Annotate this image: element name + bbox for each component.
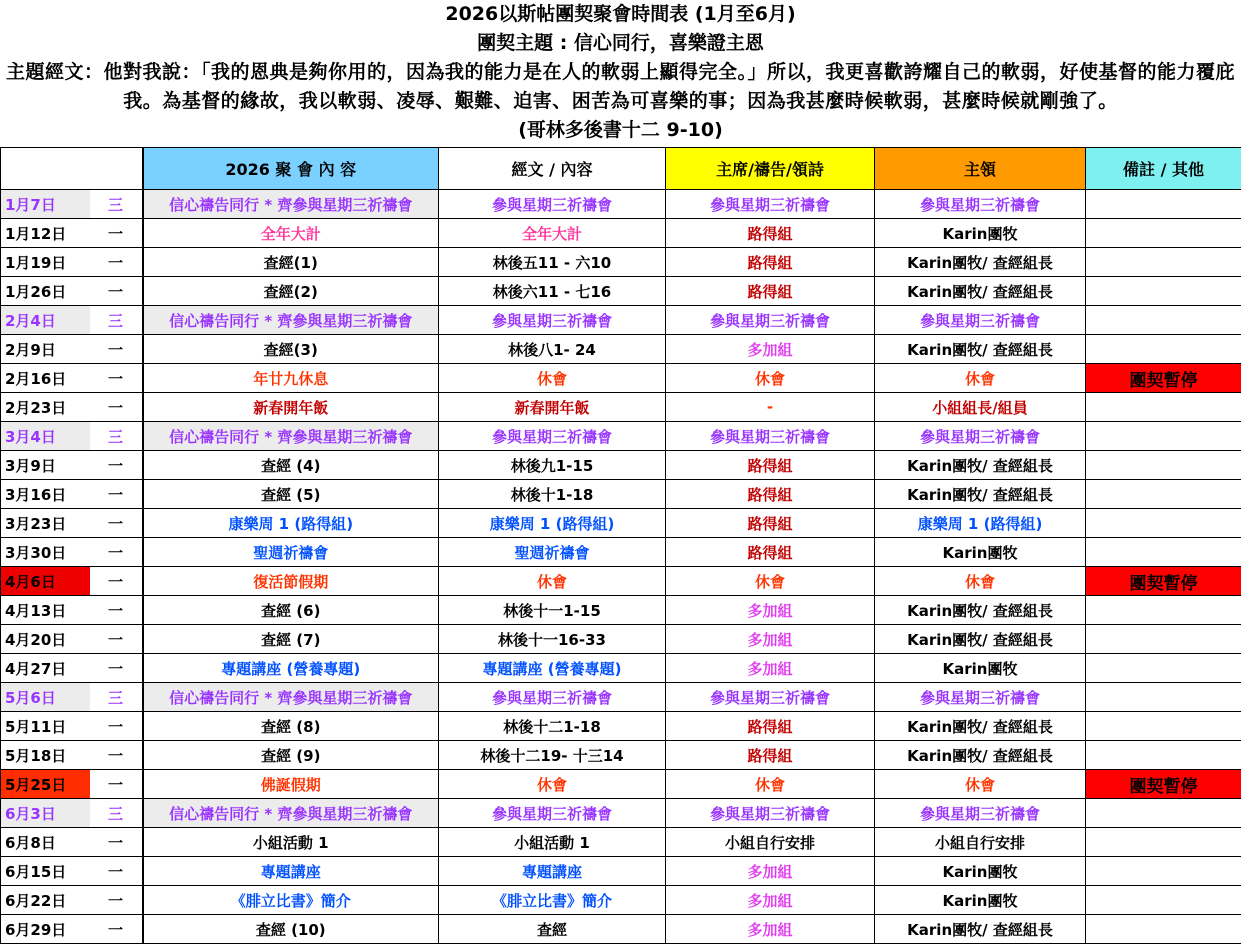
cell-content: 查經(3) xyxy=(143,335,439,364)
cell-chair: 多加組 xyxy=(666,654,875,683)
cell-date: 6月15日 xyxy=(1,857,90,886)
cell-date: 3月23日 xyxy=(1,509,90,538)
cell-day: 一 xyxy=(90,596,143,625)
cell-chair: 休會 xyxy=(666,567,875,596)
header-scripture: 經文 / 內容 xyxy=(439,148,666,190)
cell-day: 一 xyxy=(90,915,143,944)
cell-scripture: 專題講座 xyxy=(439,857,666,886)
schedule-row xyxy=(1,509,1241,538)
schedule-row xyxy=(1,480,1241,509)
header-day xyxy=(90,148,143,190)
cell-chair: 多加組 xyxy=(666,915,875,944)
schedule-row xyxy=(1,219,1241,248)
cell-scripture: 參與星期三祈禱會 xyxy=(439,306,666,335)
header-chair: 主席/禱告/領詩 xyxy=(666,148,875,190)
cell-content: 信心禱告同行 * 齊參與星期三祈禱會 xyxy=(143,683,439,712)
cell-speaker: 參與星期三祈禱會 xyxy=(875,683,1086,712)
cell-note xyxy=(1086,538,1241,567)
cell-date: 1月7日 xyxy=(1,190,90,219)
verse-reference: (哥林多後書十二 9-10) xyxy=(518,119,723,141)
cell-date: 2月16日 xyxy=(1,364,90,393)
cell-speaker: 休會 xyxy=(875,567,1086,596)
cell-date: 4月13日 xyxy=(1,596,90,625)
cell-date: 6月8日 xyxy=(1,828,90,857)
cell-chair: 休會 xyxy=(666,770,875,799)
schedule-row xyxy=(1,277,1241,306)
cell-chair: 參與星期三祈禱會 xyxy=(666,683,875,712)
cell-note xyxy=(1086,857,1241,886)
cell-speaker: Karin團牧/ 查經組長 xyxy=(875,596,1086,625)
cell-content: 聖週祈禱會 xyxy=(143,538,439,567)
cell-chair: 路得組 xyxy=(666,741,875,770)
cell-content: 《腓立比書》簡介 xyxy=(143,886,439,915)
cell-chair: 多加組 xyxy=(666,335,875,364)
header-notes: 備註 / 其他 xyxy=(1086,148,1241,190)
cell-content: 查經 (5) xyxy=(143,480,439,509)
cell-chair: 路得組 xyxy=(666,277,875,306)
cell-speaker: Karin團牧 xyxy=(875,857,1086,886)
schedule-row xyxy=(1,886,1241,915)
cell-scripture: 專題講座 (營養專題) xyxy=(439,654,666,683)
cell-chair: 參與星期三祈禱會 xyxy=(666,422,875,451)
schedule-row xyxy=(1,364,1241,393)
cell-day: 一 xyxy=(90,335,143,364)
cell-note xyxy=(1086,393,1241,422)
schedule-row xyxy=(1,712,1241,741)
cell-note xyxy=(1086,248,1241,277)
cell-day: 一 xyxy=(90,393,143,422)
cell-day: 一 xyxy=(90,625,143,654)
cell-speaker: Karin團牧/ 查經組長 xyxy=(875,451,1086,480)
cell-note xyxy=(1086,886,1241,915)
cell-scripture: 休會 xyxy=(439,364,666,393)
schedule-row xyxy=(1,828,1241,857)
cell-speaker: Karin團牧/ 查經組長 xyxy=(875,741,1086,770)
cell-scripture: 聖週祈禱會 xyxy=(439,538,666,567)
cell-date: 2月9日 xyxy=(1,335,90,364)
cell-note xyxy=(1086,596,1241,625)
cell-speaker: Karin團牧/ 查經組長 xyxy=(875,248,1086,277)
theme-verse: 主題經文：他對我說：「我的恩典是夠你用的，因為我的能力是在人的軟弱上顯得完全。」所以，我更喜歡誇耀自己的軟弱，好使基督的能力覆庇我。為基督的緣故，我以軟弱、凌辱、艱難、迫害、困苦為可喜樂的事；因為我甚麼時候軟弱，甚麼時候就剛強了。 xyxy=(6,61,1236,112)
cell-chair: 小組自行安排 xyxy=(666,828,875,857)
cell-note xyxy=(1086,306,1241,335)
cell-day: 三 xyxy=(90,799,143,828)
cell-scripture: 林後十1-18 xyxy=(439,480,666,509)
cell-chair: 路得組 xyxy=(666,219,875,248)
cell-content: 查經 (10) xyxy=(143,915,439,944)
cell-note xyxy=(1086,625,1241,654)
cell-day: 一 xyxy=(90,886,143,915)
header-date xyxy=(1,148,90,190)
cell-day: 三 xyxy=(90,422,143,451)
cell-speaker: Karin團牧/ 查經組長 xyxy=(875,712,1086,741)
cell-chair: 參與星期三祈禱會 xyxy=(666,306,875,335)
cell-speaker: 參與星期三祈禱會 xyxy=(875,306,1086,335)
schedule-row xyxy=(1,770,1241,799)
cell-scripture: 參與星期三祈禱會 xyxy=(439,799,666,828)
schedule-row xyxy=(1,422,1241,451)
schedule-row xyxy=(1,915,1241,944)
cell-day: 一 xyxy=(90,538,143,567)
cell-chair: 路得組 xyxy=(666,509,875,538)
cell-day: 一 xyxy=(90,654,143,683)
schedule-row xyxy=(1,248,1241,277)
cell-chair: 路得組 xyxy=(666,451,875,480)
cell-chair: 多加組 xyxy=(666,596,875,625)
cell-day: 一 xyxy=(90,770,143,799)
cell-date: 6月22日 xyxy=(1,886,90,915)
cell-day: 一 xyxy=(90,364,143,393)
cell-scripture: 參與星期三祈禱會 xyxy=(439,683,666,712)
cell-note xyxy=(1086,219,1241,248)
schedule-row xyxy=(1,538,1241,567)
cell-content: 全年大計 xyxy=(143,219,439,248)
cell-day: 一 xyxy=(90,828,143,857)
cell-date: 1月12日 xyxy=(1,219,90,248)
cell-scripture: 參與星期三祈禱會 xyxy=(439,190,666,219)
cell-content: 查經 (9) xyxy=(143,741,439,770)
cell-chair: 多加組 xyxy=(666,625,875,654)
schedule-row xyxy=(1,190,1241,219)
cell-date: 6月29日 xyxy=(1,915,90,944)
cell-scripture: 全年大計 xyxy=(439,219,666,248)
cell-content: 查經 (4) xyxy=(143,451,439,480)
cell-chair: 路得組 xyxy=(666,538,875,567)
cell-scripture: 休會 xyxy=(439,567,666,596)
cell-scripture: 康樂周 1 (路得組) xyxy=(439,509,666,538)
cell-chair: 參與星期三祈禱會 xyxy=(666,799,875,828)
cell-note: 團契暫停 xyxy=(1086,770,1241,799)
schedule-row xyxy=(1,741,1241,770)
cell-day: 一 xyxy=(90,277,143,306)
cell-content: 新春開年飯 xyxy=(143,393,439,422)
cell-speaker: 休會 xyxy=(875,364,1086,393)
schedule-row xyxy=(1,654,1241,683)
cell-date: 5月25日 xyxy=(1,770,90,799)
cell-note xyxy=(1086,654,1241,683)
cell-date: 5月6日 xyxy=(1,683,90,712)
cell-speaker: Karin團牧/ 查經組長 xyxy=(875,480,1086,509)
cell-content: 信心禱告同行 * 齊參與星期三祈禱會 xyxy=(143,422,439,451)
schedule-row xyxy=(1,306,1241,335)
cell-date: 5月18日 xyxy=(1,741,90,770)
cell-date: 2月23日 xyxy=(1,393,90,422)
cell-scripture: 參與星期三祈禱會 xyxy=(439,422,666,451)
schedule-row xyxy=(1,335,1241,364)
cell-scripture: 林後九1-15 xyxy=(439,451,666,480)
cell-chair: 路得組 xyxy=(666,248,875,277)
cell-note xyxy=(1086,277,1241,306)
cell-content: 康樂周 1 (路得組) xyxy=(143,509,439,538)
cell-date: 3月9日 xyxy=(1,451,90,480)
cell-content: 復活節假期 xyxy=(143,567,439,596)
cell-speaker: Karin團牧/ 查經組長 xyxy=(875,335,1086,364)
schedule-row xyxy=(1,567,1241,596)
cell-scripture: 林後十二1-18 xyxy=(439,712,666,741)
cell-date: 5月11日 xyxy=(1,712,90,741)
cell-chair: 多加組 xyxy=(666,886,875,915)
cell-content: 專題講座 xyxy=(143,857,439,886)
cell-date: 4月20日 xyxy=(1,625,90,654)
cell-note: 團契暫停 xyxy=(1086,364,1241,393)
schedule-row xyxy=(1,857,1241,886)
schedule-row xyxy=(1,799,1241,828)
cell-content: 專題講座 (營養專題) xyxy=(143,654,439,683)
schedule-header xyxy=(0,0,1241,145)
cell-content: 小組活動 1 xyxy=(143,828,439,857)
cell-day: 一 xyxy=(90,219,143,248)
cell-date: 3月30日 xyxy=(1,538,90,567)
cell-date: 4月6日 xyxy=(1,567,90,596)
cell-note xyxy=(1086,799,1241,828)
header-content: 2026 聚 會 內 容 xyxy=(143,148,439,190)
cell-note: 團契暫停 xyxy=(1086,567,1241,596)
cell-chair: 休會 xyxy=(666,364,875,393)
schedule-row xyxy=(1,393,1241,422)
cell-note xyxy=(1086,509,1241,538)
cell-speaker: Karin團牧 xyxy=(875,886,1086,915)
cell-scripture: 林後十二19- 十三14 xyxy=(439,741,666,770)
cell-note xyxy=(1086,335,1241,364)
schedule-row xyxy=(1,625,1241,654)
cell-scripture: 小組活動 1 xyxy=(439,828,666,857)
cell-scripture: 查經 xyxy=(439,915,666,944)
cell-note xyxy=(1086,741,1241,770)
cell-date: 3月16日 xyxy=(1,480,90,509)
cell-scripture: 林後八1- 24 xyxy=(439,335,666,364)
cell-speaker: 小組組長/組員 xyxy=(875,393,1086,422)
cell-scripture: 林後十一16-33 xyxy=(439,625,666,654)
cell-date: 6月3日 xyxy=(1,799,90,828)
cell-speaker: 參與星期三祈禱會 xyxy=(875,799,1086,828)
fellowship-theme: 團契主題 : 信心同行，喜樂證主恩 xyxy=(477,32,764,54)
cell-day: 一 xyxy=(90,509,143,538)
cell-scripture: 林後六11 - 七16 xyxy=(439,277,666,306)
cell-note xyxy=(1086,422,1241,451)
cell-chair: 參與星期三祈禱會 xyxy=(666,190,875,219)
cell-speaker: Karin團牧 xyxy=(875,654,1086,683)
cell-day: 一 xyxy=(90,480,143,509)
cell-scripture: 新春開年飯 xyxy=(439,393,666,422)
schedule-table xyxy=(0,147,1241,944)
cell-chair: 多加組 xyxy=(666,857,875,886)
cell-day: 一 xyxy=(90,451,143,480)
cell-day: 三 xyxy=(90,683,143,712)
table-header-row xyxy=(1,148,1241,190)
schedule-row xyxy=(1,596,1241,625)
cell-day: 一 xyxy=(90,712,143,741)
cell-date: 4月27日 xyxy=(1,654,90,683)
cell-content: 信心禱告同行 * 齊參與星期三祈禱會 xyxy=(143,799,439,828)
cell-scripture: 林後五11 - 六10 xyxy=(439,248,666,277)
cell-day: 一 xyxy=(90,857,143,886)
cell-date: 2月4日 xyxy=(1,306,90,335)
cell-note xyxy=(1086,828,1241,857)
cell-speaker: Karin團牧/ 查經組長 xyxy=(875,277,1086,306)
cell-note xyxy=(1086,712,1241,741)
cell-speaker: 康樂周 1 (路得組) xyxy=(875,509,1086,538)
cell-scripture: 《腓立比書》簡介 xyxy=(439,886,666,915)
schedule-row xyxy=(1,683,1241,712)
cell-speaker: 小組自行安排 xyxy=(875,828,1086,857)
cell-content: 查經(2) xyxy=(143,277,439,306)
cell-content: 查經(1) xyxy=(143,248,439,277)
cell-date: 1月26日 xyxy=(1,277,90,306)
cell-speaker: Karin團牧 xyxy=(875,219,1086,248)
cell-day: 一 xyxy=(90,248,143,277)
schedule-row xyxy=(1,451,1241,480)
cell-content: 查經 (6) xyxy=(143,596,439,625)
cell-scripture: 休會 xyxy=(439,770,666,799)
cell-chair: 路得組 xyxy=(666,712,875,741)
cell-speaker: Karin團牧/ 查經組長 xyxy=(875,625,1086,654)
header-speaker: 主領 xyxy=(875,148,1086,190)
cell-chair: 路得組 xyxy=(666,480,875,509)
cell-day: 三 xyxy=(90,306,143,335)
cell-speaker: Karin團牧/ 查經組長 xyxy=(875,915,1086,944)
cell-note xyxy=(1086,480,1241,509)
cell-day: 三 xyxy=(90,190,143,219)
cell-content: 信心禱告同行 * 齊參與星期三祈禱會 xyxy=(143,190,439,219)
cell-date: 1月19日 xyxy=(1,248,90,277)
cell-content: 佛誕假期 xyxy=(143,770,439,799)
cell-scripture: 林後十一1-15 xyxy=(439,596,666,625)
cell-speaker: 參與星期三祈禱會 xyxy=(875,190,1086,219)
cell-content: 查經 (7) xyxy=(143,625,439,654)
cell-note xyxy=(1086,190,1241,219)
cell-speaker: Karin團牧 xyxy=(875,538,1086,567)
cell-note xyxy=(1086,451,1241,480)
cell-speaker: 參與星期三祈禱會 xyxy=(875,422,1086,451)
cell-content: 查經 (8) xyxy=(143,712,439,741)
cell-content: 信心禱告同行 * 齊參與星期三祈禱會 xyxy=(143,306,439,335)
cell-speaker: 休會 xyxy=(875,770,1086,799)
cell-chair: - xyxy=(666,393,875,422)
cell-day: 一 xyxy=(90,567,143,596)
cell-note xyxy=(1086,683,1241,712)
cell-content: 年廿九休息 xyxy=(143,364,439,393)
cell-day: 一 xyxy=(90,741,143,770)
cell-date: 3月4日 xyxy=(1,422,90,451)
page-title: 2026以斯帖團契聚會時間表 (1月至6月) xyxy=(445,3,796,25)
cell-note xyxy=(1086,915,1241,944)
